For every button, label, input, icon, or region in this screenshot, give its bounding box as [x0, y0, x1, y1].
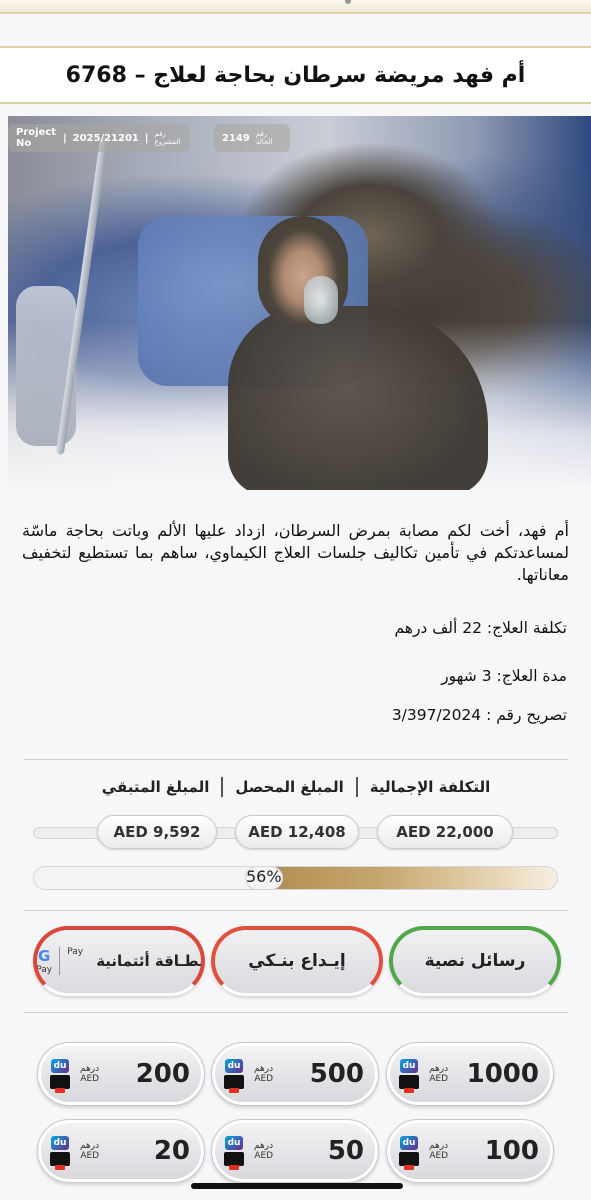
project-no-ar: رقم المشروع: [154, 130, 181, 146]
case-description: أم فهد، أخت لكم مصابة بمرض السرطان، ازداد عليها الألم وباتت بحاجة ماسّة لمساعدتكم في تأمين تكاليف جلسات العلاج الكيماوي، ساهم بما تستطيع لتخفيف معاناتها.: [22, 521, 569, 584]
carrier-logos: [399, 1059, 419, 1089]
currency-en: AED: [80, 1074, 100, 1084]
divider: [24, 910, 568, 911]
divider: [24, 1012, 568, 1013]
amount-value: 20: [153, 1136, 190, 1166]
amount-value: 1000: [466, 1059, 539, 1089]
etisalat-icon: [399, 1075, 419, 1089]
etisalat-icon: [224, 1075, 244, 1089]
case-photo: [8, 116, 591, 490]
carrier-logos: [50, 1136, 70, 1166]
currency-en: AED: [254, 1151, 274, 1161]
title-bar: [0, 46, 591, 104]
amount-value: 200: [135, 1059, 190, 1089]
home-indicator: [191, 1183, 403, 1189]
carrier-logos: [224, 1059, 244, 1089]
case-no-value: 2149: [222, 132, 250, 144]
collected-value: AED 12,408: [235, 815, 359, 849]
currency-en: AED: [429, 1151, 449, 1161]
du-icon: du: [400, 1136, 418, 1150]
page-title: أم فهد مريضة سرطان بحاجة لعلاج – 6768: [65, 62, 526, 88]
etisalat-icon: [50, 1152, 70, 1166]
currency-en: AED: [254, 1074, 274, 1084]
progress-fill: [264, 867, 557, 889]
stats-separator: [221, 777, 223, 797]
credit-card-label: بطـاقة أئتمانية: [96, 952, 205, 970]
carrier-logos: [224, 1136, 244, 1166]
credit-card-button[interactable]: [33, 926, 205, 996]
carrier-logos: [50, 1059, 70, 1089]
carrier-logos: [399, 1136, 419, 1166]
total-cost-label: التكلفة الإجمالية: [369, 778, 491, 796]
button-ring: [389, 926, 561, 996]
project-no-value: 2025/21201: [72, 132, 139, 144]
sms-amount-100[interactable]: [386, 1119, 554, 1183]
top-dot: [345, 0, 351, 4]
project-no-en: Project No: [16, 127, 57, 149]
currency-ar: درهم: [429, 1064, 449, 1074]
amount-value: 50: [327, 1136, 364, 1166]
collected-label: المبلغ المحصل: [235, 778, 344, 796]
currency-en: AED: [429, 1074, 449, 1084]
apple-pay-icon: Pay: [67, 947, 84, 957]
sms-amount-50[interactable]: [211, 1119, 379, 1183]
project-no-sep: |: [62, 132, 67, 144]
sms-payment-label: رسائل نصية: [424, 951, 526, 971]
sms-amount-20[interactable]: [37, 1119, 205, 1183]
funding-progress-bar: [33, 866, 558, 890]
currency-ar: درهم: [429, 1141, 449, 1151]
progress-percent: 56%: [245, 866, 283, 890]
button-ring: [33, 926, 205, 996]
currency-ar: درهم: [80, 1064, 100, 1074]
sms-amount-500[interactable]: [211, 1042, 379, 1106]
currency-ar: درهم: [80, 1141, 100, 1151]
bank-deposit-label: إيـداع بنـكي: [248, 951, 346, 971]
top-divider: [0, 12, 591, 14]
bank-deposit-button[interactable]: [211, 926, 383, 996]
google-pay-icon: G Pay: [36, 947, 53, 975]
stats-header: [24, 776, 568, 798]
top-strip: [0, 0, 591, 14]
du-icon: du: [225, 1136, 243, 1150]
treatment-duration: مدة العلاج: 3 شهور: [441, 667, 567, 685]
du-icon: du: [51, 1136, 69, 1150]
sms-payment-button[interactable]: [389, 926, 561, 996]
divider: [24, 759, 568, 760]
case-no-badge: [214, 124, 290, 152]
remaining-value: AED 9,592: [97, 815, 217, 849]
amount-value: 500: [309, 1059, 364, 1089]
case-no-ar: رقم الحالة: [255, 130, 273, 146]
du-icon: du: [400, 1059, 418, 1073]
etisalat-icon: [224, 1152, 244, 1166]
treatment-cost: تكلفة العلاج: 22 ألف درهم: [394, 619, 567, 637]
project-no-badge: [8, 124, 190, 152]
amount-value: 100: [484, 1136, 539, 1166]
total-cost-value: AED 22,000: [377, 815, 513, 849]
remaining-label: المبلغ المتبقي: [101, 778, 210, 796]
stats-separator: [356, 777, 358, 797]
du-icon: du: [225, 1059, 243, 1073]
patient-body: [228, 306, 488, 490]
oxygen-mask: [304, 276, 338, 324]
etisalat-icon: [50, 1075, 70, 1089]
button-ring: [211, 926, 383, 996]
du-icon: du: [51, 1059, 69, 1073]
sms-amount-200[interactable]: [37, 1042, 205, 1106]
currency-ar: درهم: [254, 1064, 274, 1074]
currency-en: AED: [80, 1151, 100, 1161]
project-no-sep2: |: [144, 132, 149, 144]
permit-number: تصريح رقم : 3/397/2024: [391, 706, 567, 724]
etisalat-icon: [399, 1152, 419, 1166]
sms-amount-1000[interactable]: [386, 1042, 554, 1106]
currency-ar: درهم: [254, 1141, 274, 1151]
